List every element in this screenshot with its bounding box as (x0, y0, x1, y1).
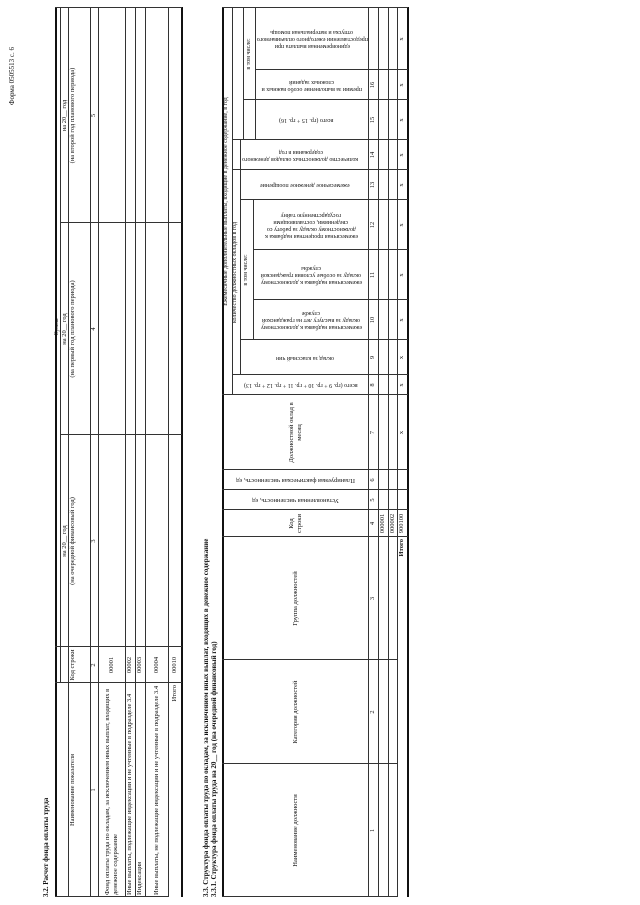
t2-header-position: Наименование должности (291, 794, 299, 867)
t1-header-y1a: на 20__ год (60, 525, 68, 557)
t2-header-category: Категория должностей (291, 680, 299, 744)
t1-colnum: 2 (90, 663, 98, 667)
t2-header-class-rank-text: оклад за классный чин (275, 355, 334, 361)
form-number: Форма 0505513 с. 6 (8, 46, 16, 105)
t1-colnum: 4 (90, 327, 98, 331)
t2-header-count-salaries: количество должностных окладов в год (232, 221, 239, 324)
t2-header-total2-text (279, 117, 333, 124)
t2-header-total2 (244, 100, 368, 140)
t1-header-name: Наименование показателя (69, 753, 77, 827)
t1-row-name: Иные выплаты, не подлежащие индексации и не учтенные в подразделе 3.4 (152, 685, 160, 895)
t1-colnum: 5 (90, 113, 98, 118)
t1-vline (60, 434, 182, 435)
t2-header-bonus-incentive-text: ежемесячное денежное поощрение (259, 182, 350, 189)
t2-total-x: x (398, 83, 406, 87)
t2-header-other-group-text: количество должностных окладов денежного содержания в год (242, 149, 359, 162)
t2-bottom-border (407, 7, 409, 897)
t2-colnum: 9 (369, 355, 377, 360)
t2-header-bonus-secret (254, 200, 368, 250)
t1-header-code: Код строки (69, 649, 77, 681)
t2-header-lump-sum (256, 8, 368, 70)
t2-header-class-rank (241, 340, 368, 375)
t1-vline (60, 222, 182, 223)
t2-colnum: 16 (369, 81, 377, 89)
t1-row-code: 00001 (107, 656, 115, 674)
t2-header-total-text (244, 382, 358, 389)
section-3-3-1-subtitle: 3.3.1. Структура фонда оплаты труда на 20__ год (на очередной финансовый год) (210, 641, 218, 897)
t2-header-other-group (233, 140, 368, 170)
t2-header-lump-sum-text: единовременная выплата при предоставлении ежегодного оплачиваемого отпуска и материальная помощь (256, 29, 368, 50)
t2-colnum: 6 (369, 478, 377, 482)
t2-header-bonus-incentive (241, 170, 368, 200)
t2-header-total2-word: всего (319, 117, 334, 124)
t2-header-premium (256, 70, 368, 100)
t2-colnum: 7 (369, 430, 377, 435)
t2-total-x: x (398, 430, 406, 435)
t1-line (168, 7, 169, 897)
t1-header-sum: Сумма (54, 318, 61, 336)
t2-colnum: 12 (369, 221, 377, 229)
t2-total-label: Итого (398, 539, 406, 557)
t2-colnum: 5 (369, 498, 377, 502)
t2-header-bonus-seniority (254, 300, 368, 340)
t2-header-including: в том числе: (243, 254, 250, 286)
t2-header-planned-text: Планируемая фактическая численность, ед (236, 476, 355, 484)
t1-total-code: 00010 (170, 656, 178, 674)
t2-header-bonus-secret-text: ежемесячная процентная надбавка к должностному окладу за работу со сведениями, составляющими государственную тайну (264, 212, 358, 239)
t1-header-y1b: (на очередной финансовый год) (69, 497, 77, 585)
t1-row-code: 00004 (152, 656, 160, 674)
t2-colnum: 13 (369, 181, 377, 189)
t2-header-group: Группа должностей (291, 571, 299, 626)
t1-total-label: Итого (170, 685, 178, 702)
t2-header-salary: Должностной оклад в месяц (288, 402, 303, 463)
t2-total-x: x (398, 383, 406, 387)
t2-colnum: 14 (369, 151, 377, 159)
t1-header-y3a: на 20__ год (60, 99, 68, 132)
t2-colnum: 3 (369, 596, 377, 601)
t1-bottom-border (181, 7, 183, 897)
t2-header-total2-formula: (гр. 15 + гр. 16) (278, 117, 319, 124)
t2-colnum: 11 (369, 271, 377, 279)
t1-row-code: 00002 (126, 656, 134, 674)
t1-row-name: Фонд оплаты труда по окладам, за исключением иных выплат, входящих в денежное содержание (104, 688, 119, 895)
t2-colnum: 15 (369, 116, 377, 124)
t2-header-bonus-special-text: ежемесячная надбавка к должностному окладу за особые условия гражданской службы (260, 265, 362, 286)
section-3-3-title: 3.3. Структура фонда оплаты труда по окладам, за исключением иных выплат, входящих в денежное содержание (202, 538, 210, 897)
t2-total-x: x (398, 37, 406, 41)
t2-total-x: x (398, 223, 406, 227)
t2-colnum: 4 (369, 521, 377, 526)
t2-row-code: 000001 (379, 513, 387, 534)
t1-header-y3b: (на второй год планового периода) (69, 67, 77, 164)
t2-colnum: 10 (369, 316, 377, 324)
t2-header-planned (223, 470, 368, 490)
t2-colnum: 2 (369, 710, 377, 714)
t2-header-total-formula: (гр. 9 + гр. 10 + гр. 11 + гр. 12 + гр. 13) (243, 382, 343, 389)
section-3-2-title: 3.2. Расчет фонда оплаты труда (42, 797, 50, 897)
t2-header-monthly: Ежемесячные дополнительные выплаты, входящие в денежное содержание, в год (223, 97, 230, 306)
t2-header-including2: в том числе: (245, 38, 252, 70)
t2-header-established (223, 490, 368, 510)
t1-colnum: 1 (90, 788, 98, 792)
t2-header-code: Код строки (288, 514, 303, 533)
t1-header-y2a: на 20__ год (60, 313, 68, 345)
t2-total-x: x (398, 318, 406, 322)
t2-header-bonus-special (254, 250, 368, 300)
t1-colnum: 3 (90, 539, 98, 543)
t1-row-name: Иные выплаты, подлежащие индексации и не учтенные в подразделе 3.4 (126, 693, 134, 895)
t2-header-premium-text: премии за выполнение особо важных и сложных заданий (261, 79, 363, 92)
t2-header-total (233, 375, 368, 395)
t2-colnum: 8 (369, 383, 377, 387)
t2-row-code: 000002 (388, 513, 396, 534)
t2-total-x: x (398, 153, 406, 157)
t2-header-established-text: Установленная численность, ед (252, 496, 339, 504)
t2-total-x: x (398, 183, 406, 187)
t2-total-x: x (398, 118, 406, 122)
t1-row-name: Индексация (136, 861, 144, 895)
t1-header-y2b: (на первый год планового периода) (69, 280, 77, 378)
t2-total-code: 900100 (398, 513, 406, 534)
t2-colnum: 1 (369, 828, 377, 833)
t2-header-total-word: всего (343, 382, 358, 389)
t2-total-x: x (398, 273, 406, 277)
t2-header-bonus-seniority-text: ежемесячная надбавка к должностному окладу за выслугу лет на гражданской службе (260, 310, 362, 331)
t2-total-x: x (398, 355, 406, 360)
t1-row-code: 00003 (136, 656, 144, 674)
